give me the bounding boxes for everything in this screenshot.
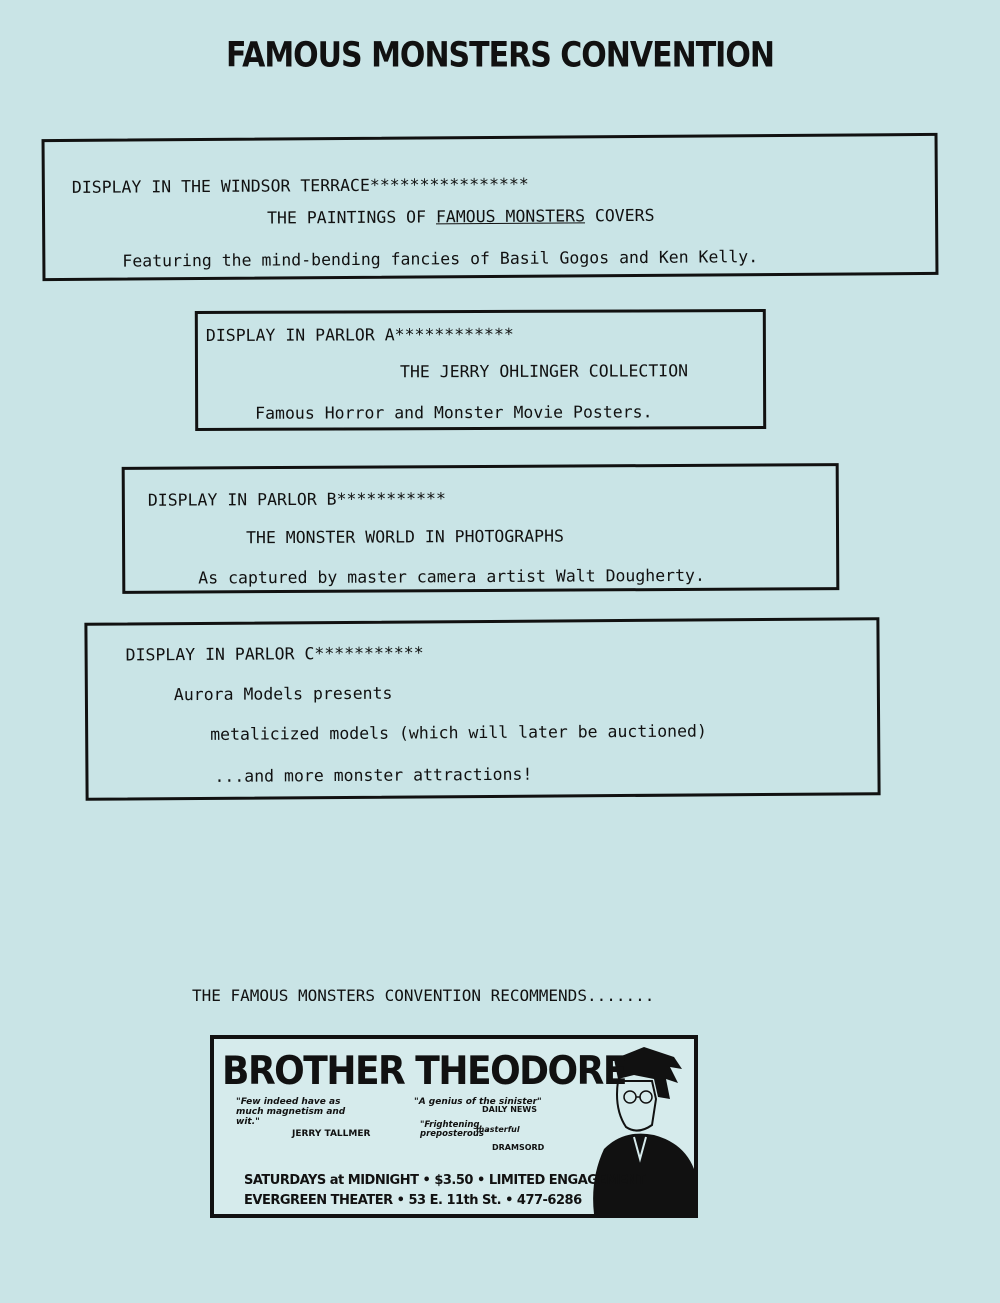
ad-quote-source: DAILY NEWS xyxy=(482,1105,537,1114)
display-extra: ...and more monster attractions! xyxy=(214,764,533,786)
ad-venue: EVERGREEN THEATER • 53 E. 11th St. • 477-6286 xyxy=(244,1193,582,1208)
display-parlor-b xyxy=(122,463,840,594)
ad-quote: "Few indeed have as much magnetism and wit." xyxy=(236,1097,346,1127)
ad-headline: BROTHER THEODORE xyxy=(222,1049,626,1095)
display-heading: DISPLAY IN PARLOR B*********** xyxy=(147,489,446,510)
ad-quote: "A genius of the sinister" xyxy=(414,1097,542,1107)
display-windsor-terrace xyxy=(42,133,939,281)
ad-quote-extra: masterful xyxy=(476,1125,520,1134)
brother-theodore-ad xyxy=(210,1035,698,1218)
ad-quote-source: DRAMSORD xyxy=(492,1143,545,1152)
display-description: Famous Horror and Monster Movie Posters. xyxy=(255,402,653,423)
display-parlor-c xyxy=(84,617,880,801)
ad-quote-source: JERRY TALLMER xyxy=(292,1129,371,1139)
page-title: FAMOUS MONSTERS CONVENTION xyxy=(226,35,774,76)
recommends-text: THE FAMOUS MONSTERS CONVENTION RECOMMENDS....... xyxy=(192,986,655,1005)
ad-showtime: SATURDAYS at MIDNIGHT • $3.50 • LIMITED ENGAGEMENT xyxy=(244,1173,646,1188)
display-description: Featuring the mind-bending fancies of Basil Gogos and Ken Kelly. xyxy=(122,247,759,271)
display-parlor-a xyxy=(195,309,766,431)
display-title: THE JERRY OHLINGER COLLECTION xyxy=(399,361,689,382)
display-heading: DISPLAY IN PARLOR A************ xyxy=(205,324,514,345)
display-heading: DISPLAY IN THE WINDSOR TERRACE**************** xyxy=(71,174,529,197)
display-description: metalicized models (which will later be auctioned) xyxy=(210,721,707,744)
display-description: As captured by master camera artist Walt Dougherty. xyxy=(198,565,705,588)
display-heading: DISPLAY IN PARLOR C*********** xyxy=(125,643,424,665)
display-title: Aurora Models presents xyxy=(173,683,393,705)
display-title: THE MONSTER WORLD IN PHOTOGRAPHS xyxy=(245,526,564,548)
ad-quote: "Frightening, preposterous" xyxy=(420,1120,489,1139)
display-title: THE PAINTINGS OF FAMOUS MONSTERS COVERS xyxy=(267,205,655,228)
